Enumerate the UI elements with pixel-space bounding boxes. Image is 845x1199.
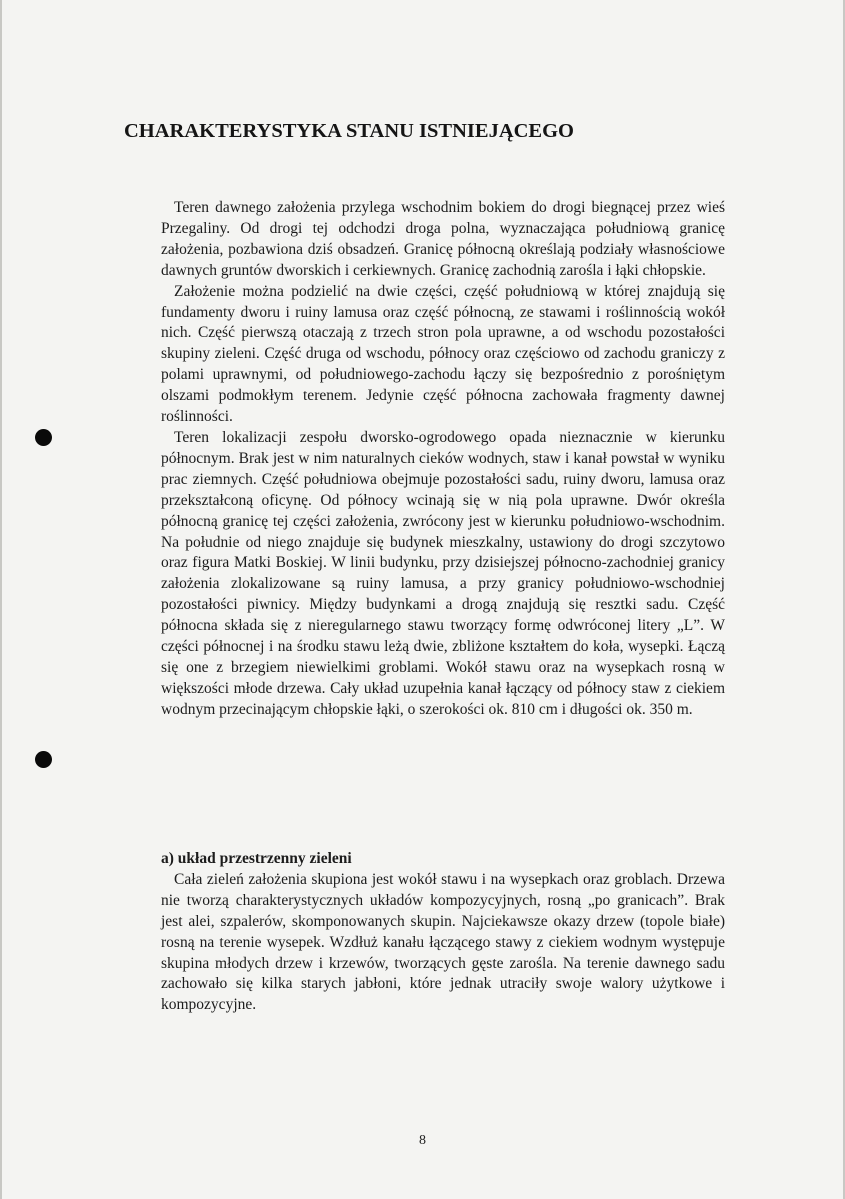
section-green-layout (161, 849, 725, 1016)
section-paragraph: Cała zieleń założenia skupiona jest wokół stawu i na wysepkach oraz groblach. Drzewa nie tworzą charakterystycznych układów kompozycyjnych, rosną „po granicach”. Brak jest alei, szpalerów, skomponowanych skupin. Najciekawsze okazy drzew (topole białe) rosną na terenie wysepek. Wzdłuż kanału łączącego stawy z ciekiem wodnym występuje skupina młodych drzew i krzewów, tworzących gęste zarośla. Na terenie dawnego sadu zachowało się kilka starych jabłoni, które jednak utraciły swoje walory użytkowe i kompozycyjne. (161, 870, 725, 1014)
main-body (161, 198, 725, 721)
page-title: CHARAKTERYSTYKA STANU ISTNIEJĄCEGO (124, 120, 574, 142)
punch-hole-top (35, 429, 52, 446)
paragraph-1: Teren dawnego założenia przylega wschodnim bokiem do drogi biegnącej przez wieś Przegaliny. Od drogi tej odchodzi droga polna, wyznaczająca południową granicę założenia, pozbawiona dziś obsadzeń. Granicę północną określają podziały własnościowe dawnych gruntów dworskich i cerkiewnych. Granicę zachodnią zarośla i łąki chłopskie. (161, 199, 725, 279)
section-heading: a) układ przestrzenny zieleni (161, 850, 352, 867)
paragraph-3: Teren lokalizacji zespołu dworsko-ogrodowego opada nieznacznie w kierunku północnym. Brak jest w nim naturalnych cieków wodnych, staw i kanał powstał w wyniku prac ziemnych. Część południowa obejmuje pozostałości sadu, ruiny dworu, lamusa oraz przekształconą oficynę. Od północy wcinają się w nią pola uprawne. Dwór określa północną granicę tej części założenia, zwrócony jest w kierunku południowo-wschodnim. Na południe od niego znajduje się budynek mieszkalny, ustawiony do drogi szczytowo oraz figura Matki Boskiej. W linii budynku, przy dzisiejszej północno-zachodniej granicy założenia zlokalizowane są ruiny lamusa, a przy granicy południowo-wschodniej pozostałości piwnicy. Między budynkami a drogą znajdują się resztki sadu. Część północna składa się z nieregularnego stawu tworzący formę odwróconej litery „L”. W części północnej i na środku stawu leżą dwie, zbliżone kształtem do koła, wysepki. Łączą się one z brzegiem niewielkimi groblami. Wokół stawu oraz na wysepkach rosną w większości młode drzewa. Cały układ uzupełnia kanał łączący od północy staw z ciekiem wodnym przecinającym chłopskie łąki, o szerokości ok. 810 cm i długości ok. 350 m. (161, 428, 725, 718)
page-number: 8 (419, 1133, 426, 1148)
paragraph-2: Założenie można podzielić na dwie części, część południową w której znajdują się fundamenty dworu i ruiny lamusa oraz część północną, ze stawami i roślinnością wokół nich. Część pierwszą otaczają z trzech stron pola uprawne, a od wschodu pozostałości skupiny zieleni. Część druga od wschodu, północy oraz częściowo od zachodu graniczy z polami uprawnymi, od południowego-zachodu łączy się bezpośrednio z porośniętym olszami podmokłym terenem. Jedynie część północna zachowała fragmenty dawnej roślinności. (161, 282, 725, 426)
punch-hole-bottom (35, 751, 52, 768)
